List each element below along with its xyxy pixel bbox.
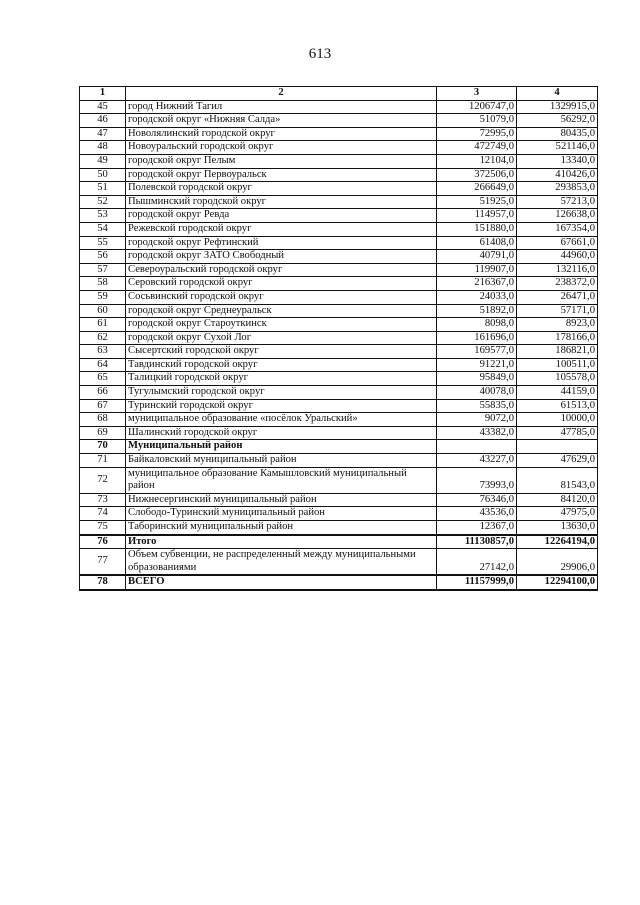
value-col-4-cell: 57213,0: [517, 195, 598, 209]
row-number-cell: 62: [80, 331, 126, 345]
row-number-cell: 50: [80, 168, 126, 182]
row-number-cell: 68: [80, 413, 126, 427]
value-col-4-cell: 56292,0: [517, 114, 598, 128]
value-col-4-cell: 80435,0: [517, 127, 598, 141]
table-row: [80, 195, 598, 209]
value-col-4-cell: 186821,0: [517, 345, 598, 359]
municipality-name-cell: Североуральский городской округ: [126, 263, 437, 277]
value-col-4-cell: 238372,0: [517, 277, 598, 291]
value-col-4-cell: 521146,0: [517, 141, 598, 155]
municipality-name-cell: городской округ Среднеуральск: [126, 304, 437, 318]
row-number-cell: 56: [80, 250, 126, 264]
table-row: [80, 141, 598, 155]
municipality-name-cell: Полевской городской округ: [126, 182, 437, 196]
table-row: [80, 440, 598, 454]
row-number-cell: 70: [80, 440, 126, 454]
table-row: [80, 250, 598, 264]
municipality-name-cell: Режевской городской округ: [126, 222, 437, 236]
table-row: [80, 277, 598, 291]
row-number-cell: 54: [80, 222, 126, 236]
value-col-3-cell: 95849,0: [437, 372, 517, 386]
municipality-name-cell: Новолялинский городской округ: [126, 127, 437, 141]
row-number-cell: 45: [80, 100, 126, 114]
municipality-name-cell: городской округ Ревда: [126, 209, 437, 223]
table-row: [80, 575, 598, 590]
row-number-cell: 52: [80, 195, 126, 209]
row-number-cell: 55: [80, 236, 126, 250]
row-number-cell: 69: [80, 426, 126, 440]
value-col-3-cell: 43382,0: [437, 426, 517, 440]
value-col-3-cell: 51925,0: [437, 195, 517, 209]
municipality-name-cell: Нижнесергинский муниципальный район: [126, 493, 437, 507]
municipality-name-cell: городской округ Староуткинск: [126, 318, 437, 332]
municipality-name-cell: Сысертский городской округ: [126, 345, 437, 359]
municipality-name-cell: Итого: [126, 535, 437, 549]
row-number-cell: 47: [80, 127, 126, 141]
table-row: [80, 345, 598, 359]
value-col-4-cell: 57171,0: [517, 304, 598, 318]
value-col-3-cell: 11130857,0: [437, 535, 517, 549]
row-number-cell: 64: [80, 358, 126, 372]
row-number-cell: 49: [80, 154, 126, 168]
value-col-4-cell: 1329915,0: [517, 100, 598, 114]
table-row: [80, 426, 598, 440]
municipality-name-cell: Пышминский городской округ: [126, 195, 437, 209]
row-number-cell: 74: [80, 507, 126, 521]
header-col-3: 3: [437, 87, 517, 101]
value-col-4-cell: 100511,0: [517, 358, 598, 372]
value-col-3-cell: 72995,0: [437, 127, 517, 141]
table-row: [80, 209, 598, 223]
value-col-3-cell: 11157999,0: [437, 575, 517, 590]
value-col-3-cell: 51892,0: [437, 304, 517, 318]
value-col-3-cell: 472749,0: [437, 141, 517, 155]
table-row: [80, 168, 598, 182]
header-col-2: 2: [126, 87, 437, 101]
table-row: [80, 114, 598, 128]
table-row: [80, 318, 598, 332]
value-col-3-cell: 76346,0: [437, 493, 517, 507]
municipality-name-cell: Талицкий городской округ: [126, 372, 437, 386]
table-row: [80, 154, 598, 168]
header-col-1: 1: [80, 87, 126, 101]
row-number-cell: 67: [80, 399, 126, 413]
value-col-3-cell: 266649,0: [437, 182, 517, 196]
row-number-cell: 65: [80, 372, 126, 386]
table-row: [80, 549, 598, 576]
municipality-name-cell: Тугулымский городской округ: [126, 386, 437, 400]
municipality-name-cell: городской округ Сухой Лог: [126, 331, 437, 345]
table-row: [80, 263, 598, 277]
table-row: [80, 493, 598, 507]
value-col-4-cell: 13630,0: [517, 521, 598, 535]
value-col-3-cell: 24033,0: [437, 290, 517, 304]
municipality-name-cell: Новоуральский городской округ: [126, 141, 437, 155]
value-col-4-cell: 47975,0: [517, 507, 598, 521]
table-row: [80, 331, 598, 345]
municipality-name-cell: Муниципальный район: [126, 440, 437, 454]
row-number-cell: 72: [80, 467, 126, 493]
table-row: [80, 304, 598, 318]
table-header-row: [80, 87, 598, 101]
municipality-name-cell: Шалинский городской округ: [126, 426, 437, 440]
table-row: [80, 290, 598, 304]
value-col-3-cell: 216367,0: [437, 277, 517, 291]
municipality-name-cell: городской округ Пелым: [126, 154, 437, 168]
page-number: 613: [308, 46, 332, 62]
value-col-4-cell: 126638,0: [517, 209, 598, 223]
row-number-cell: 66: [80, 386, 126, 400]
row-number-cell: 71: [80, 454, 126, 468]
table-row: [80, 182, 598, 196]
table-row: [80, 222, 598, 236]
row-number-cell: 76: [80, 535, 126, 549]
value-col-3-cell: 161696,0: [437, 331, 517, 345]
municipality-name-cell: городской округ Рефтинский: [126, 236, 437, 250]
value-col-3-cell: 119907,0: [437, 263, 517, 277]
table-row: [80, 372, 598, 386]
value-col-4-cell: 132116,0: [517, 263, 598, 277]
value-col-4-cell: 410426,0: [517, 168, 598, 182]
municipality-name-cell: Туринский городской округ: [126, 399, 437, 413]
table-row: [80, 413, 598, 427]
value-col-3-cell: 55835,0: [437, 399, 517, 413]
row-number-cell: 63: [80, 345, 126, 359]
row-number-cell: 57: [80, 263, 126, 277]
value-col-4-cell: 178166,0: [517, 331, 598, 345]
value-col-4-cell: 47629,0: [517, 454, 598, 468]
municipality-name-cell: Слободо-Туринский муниципальный район: [126, 507, 437, 521]
value-col-4-cell: 47785,0: [517, 426, 598, 440]
municipality-name-cell: муниципальное образование Камышловский муниципальный район: [126, 467, 437, 493]
value-col-3-cell: [437, 440, 517, 454]
table-row: [80, 467, 598, 493]
municipality-name-cell: Серовский городской округ: [126, 277, 437, 291]
value-col-3-cell: 8098,0: [437, 318, 517, 332]
value-col-3-cell: 51079,0: [437, 114, 517, 128]
value-col-4-cell: 8923,0: [517, 318, 598, 332]
table-row: [80, 358, 598, 372]
municipality-name-cell: Байкаловский муниципальный район: [126, 454, 437, 468]
value-col-4-cell: 12264194,0: [517, 535, 598, 549]
value-col-4-cell: 67661,0: [517, 236, 598, 250]
value-col-4-cell: [517, 440, 598, 454]
municipality-name-cell: городской округ ЗАТО Свободный: [126, 250, 437, 264]
municipality-name-cell: Объем субвенции, не распределенный между муниципальными образованиями: [126, 549, 437, 576]
value-col-3-cell: 43536,0: [437, 507, 517, 521]
table-body: [80, 100, 598, 590]
value-col-3-cell: 12104,0: [437, 154, 517, 168]
table-row: [80, 521, 598, 535]
row-number-cell: 61: [80, 318, 126, 332]
value-col-3-cell: 12367,0: [437, 521, 517, 535]
value-col-4-cell: 12294100,0: [517, 575, 598, 590]
row-number-cell: 48: [80, 141, 126, 155]
value-col-3-cell: 43227,0: [437, 454, 517, 468]
table-row: [80, 454, 598, 468]
value-col-3-cell: 151880,0: [437, 222, 517, 236]
value-col-3-cell: 40078,0: [437, 386, 517, 400]
value-col-3-cell: 372506,0: [437, 168, 517, 182]
municipality-name-cell: Таборинский муниципальный район: [126, 521, 437, 535]
table-row: [80, 399, 598, 413]
table-row: [80, 127, 598, 141]
header-col-4: 4: [517, 87, 598, 101]
municipality-name-cell: Сосьвинский городской округ: [126, 290, 437, 304]
value-col-3-cell: 27142,0: [437, 549, 517, 576]
value-col-4-cell: 167354,0: [517, 222, 598, 236]
row-number-cell: 46: [80, 114, 126, 128]
value-col-3-cell: 114957,0: [437, 209, 517, 223]
municipality-name-cell: ВСЕГО: [126, 575, 437, 590]
row-number-cell: 59: [80, 290, 126, 304]
table-row: [80, 236, 598, 250]
value-col-4-cell: 61513,0: [517, 399, 598, 413]
row-number-cell: 77: [80, 549, 126, 576]
value-col-4-cell: 13340,0: [517, 154, 598, 168]
row-number-cell: 51: [80, 182, 126, 196]
value-col-3-cell: 73993,0: [437, 467, 517, 493]
value-col-4-cell: 44960,0: [517, 250, 598, 264]
table-row: [80, 507, 598, 521]
value-col-4-cell: 44159,0: [517, 386, 598, 400]
municipality-name-cell: Тавдинский городской округ: [126, 358, 437, 372]
value-col-3-cell: 61408,0: [437, 236, 517, 250]
municipality-name-cell: городской округ Первоуральск: [126, 168, 437, 182]
value-col-3-cell: 91221,0: [437, 358, 517, 372]
row-number-cell: 53: [80, 209, 126, 223]
value-col-4-cell: 29906,0: [517, 549, 598, 576]
value-col-4-cell: 105578,0: [517, 372, 598, 386]
value-col-4-cell: 26471,0: [517, 290, 598, 304]
municipality-name-cell: городской округ «Нижняя Салда»: [126, 114, 437, 128]
value-col-3-cell: 40791,0: [437, 250, 517, 264]
municipality-name-cell: город Нижний Тагил: [126, 100, 437, 114]
row-number-cell: 60: [80, 304, 126, 318]
value-col-4-cell: 293853,0: [517, 182, 598, 196]
row-number-cell: 58: [80, 277, 126, 291]
table-row: [80, 535, 598, 549]
municipality-name-cell: муниципальное образование «посёлок Уральский»: [126, 413, 437, 427]
table-row: [80, 100, 598, 114]
value-col-3-cell: 1206747,0: [437, 100, 517, 114]
value-col-4-cell: 84120,0: [517, 493, 598, 507]
subsidy-table: [79, 86, 598, 591]
value-col-3-cell: 9072,0: [437, 413, 517, 427]
value-col-4-cell: 81543,0: [517, 467, 598, 493]
row-number-cell: 73: [80, 493, 126, 507]
value-col-3-cell: 169577,0: [437, 345, 517, 359]
table-row: [80, 386, 598, 400]
row-number-cell: 78: [80, 575, 126, 590]
row-number-cell: 75: [80, 521, 126, 535]
value-col-4-cell: 10000,0: [517, 413, 598, 427]
